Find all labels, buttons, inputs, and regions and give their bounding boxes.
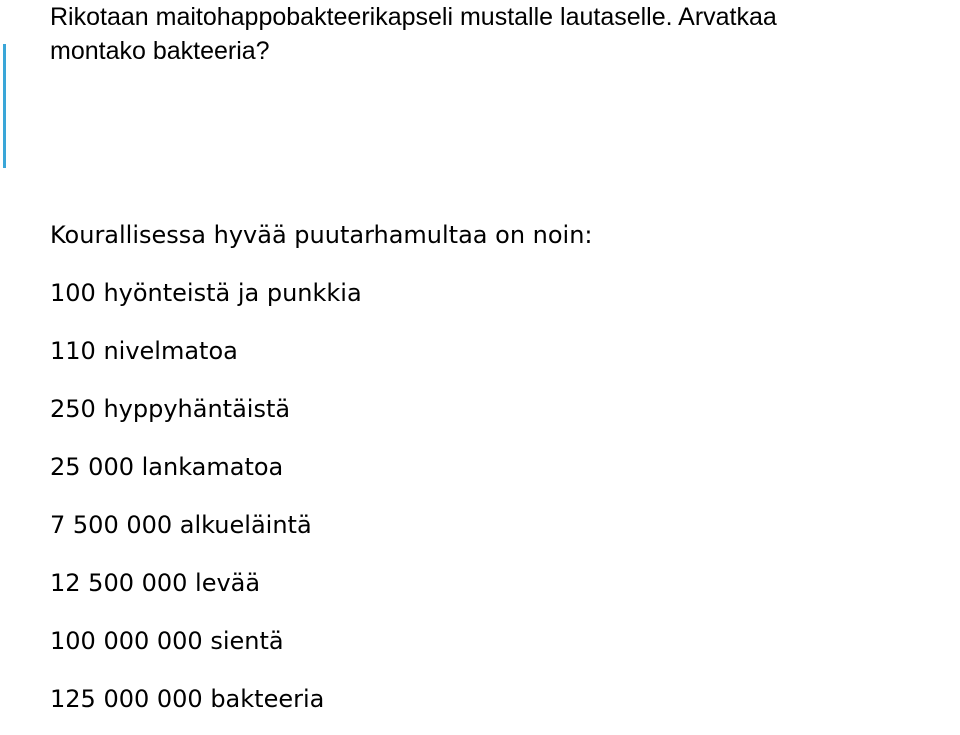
accent-bar	[3, 44, 6, 168]
slide-title	[50, 0, 960, 68]
list-item: 100 hyönteistä ja punkkia	[50, 279, 362, 307]
list-item: 100 000 000 sientä	[50, 627, 284, 655]
list-item: 7 500 000 alkueläintä	[50, 511, 312, 539]
title-line-1: Rikotaan maitohappobakteerikapseli mustalle lautaselle. Arvatkaa	[50, 3, 777, 31]
list-item: 125 000 000 bakteeria	[50, 685, 325, 713]
organism-list	[50, 276, 930, 716]
list-item: 250 hyppyhäntäistä	[50, 395, 291, 423]
intro-text: Kourallisessa hyvää puutarhamultaa on noin:	[50, 221, 593, 249]
list-item: 12 500 000 levää	[50, 569, 261, 597]
list-item: 25 000 lankamatoa	[50, 453, 284, 481]
slide-body	[50, 218, 930, 735]
list-item: 110 nivelmatoa	[50, 337, 238, 365]
title-line-2: montako bakteeria?	[50, 37, 270, 65]
